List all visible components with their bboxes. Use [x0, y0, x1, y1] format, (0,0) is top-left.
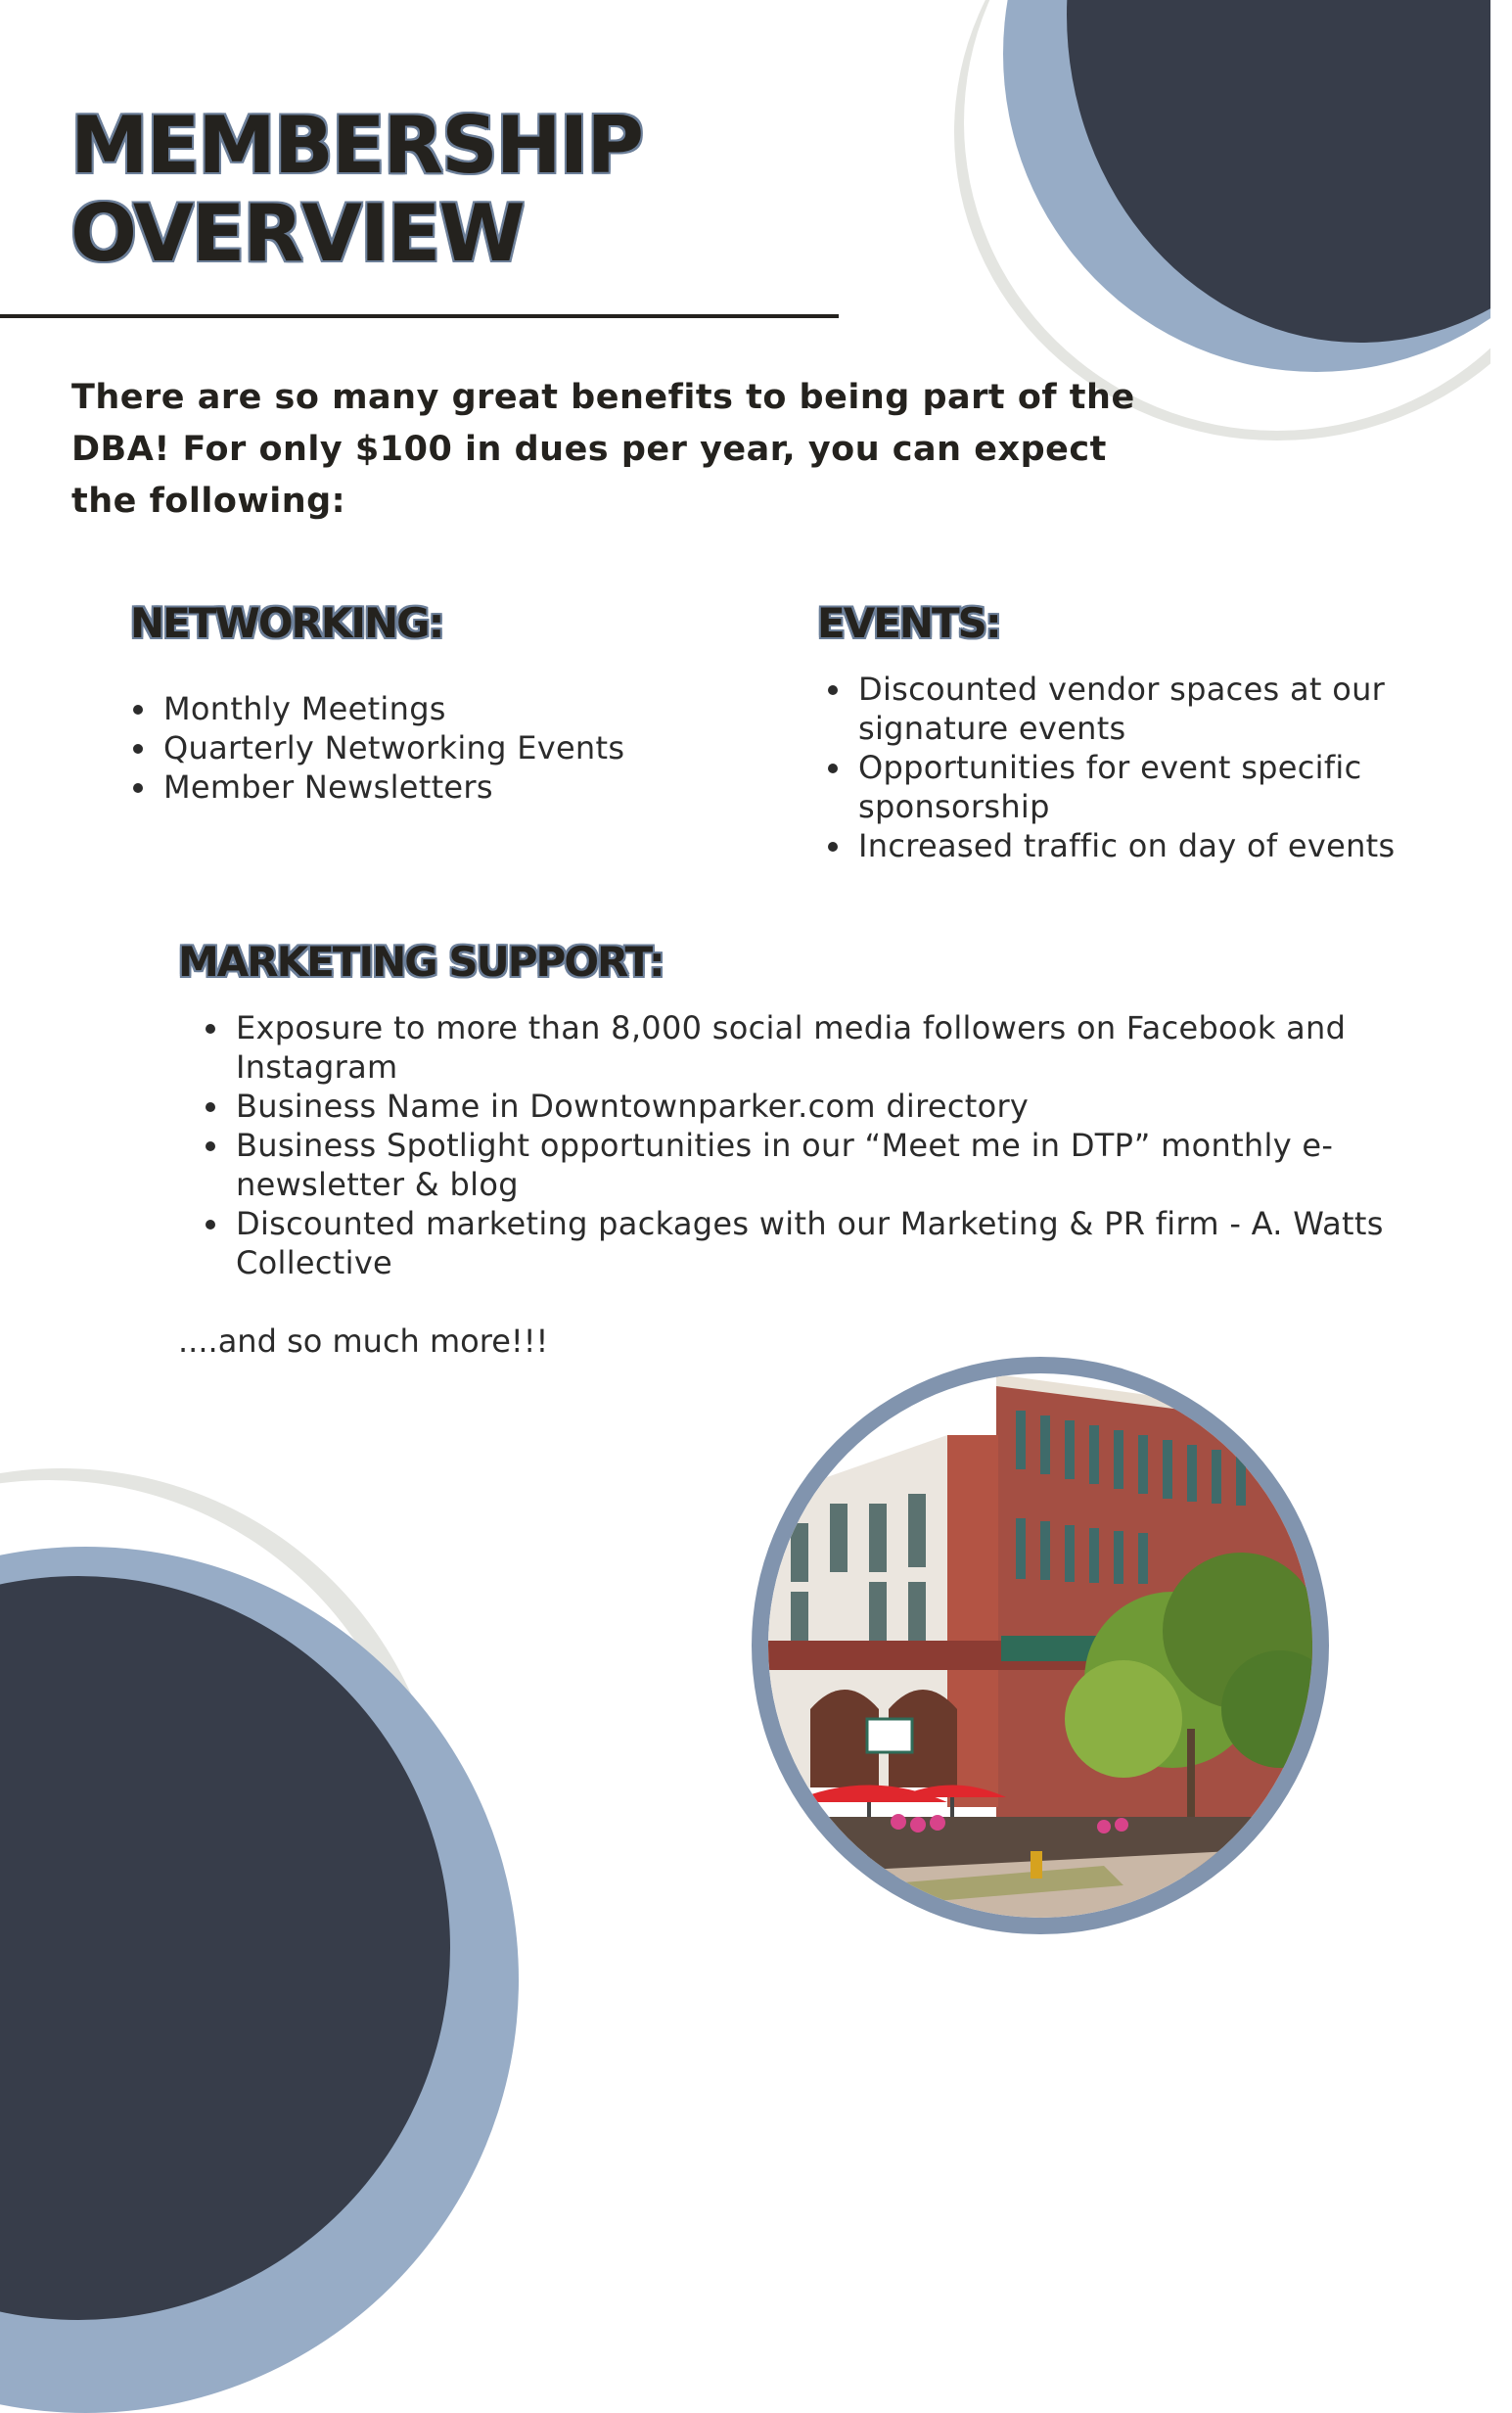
marketing-list	[203, 1008, 1436, 1282]
networking-list	[130, 689, 747, 807]
list-item: • Discounted vendor spaces at our signature events	[854, 670, 1481, 748]
events-heading: EVENTS:	[817, 599, 1000, 647]
closing-text: ....and so much more!!!	[178, 1323, 549, 1360]
list-item: • Increased traffic on day of events	[854, 826, 1481, 865]
downtown-street-building-photo	[752, 1357, 1329, 1934]
list-item: • Member Newsletters	[160, 767, 747, 807]
list-item: • Exposure to more than 8,000 social media followers on Facebook and Instagram	[232, 1008, 1436, 1087]
decor-right-margin-top	[1490, 0, 1512, 450]
page-title-line1: MEMBERSHIP	[70, 100, 643, 191]
list-item: • Business Name in Downtownparker.com directory	[232, 1087, 1436, 1126]
page-title	[70, 102, 642, 278]
marketing-heading: MARKETING SUPPORT:	[178, 938, 664, 986]
networking-heading: NETWORKING:	[130, 599, 443, 647]
page-title-line2: OVERVIEW	[70, 188, 524, 279]
list-item: • Monthly Meetings	[160, 689, 747, 728]
list-item: • Discounted marketing packages with our Marketing & PR firm - A. Watts Collective	[232, 1204, 1436, 1282]
list-item: • Opportunities for event specific sponsorship	[854, 748, 1481, 826]
events-list	[825, 670, 1481, 865]
list-item: • Quarterly Networking Events	[160, 728, 747, 767]
building-illustration	[752, 1357, 1329, 1934]
title-divider	[0, 314, 839, 318]
list-item: • Business Spotlight opportunities in our “Meet me in DTP” monthly e-newsletter & blog	[232, 1126, 1436, 1204]
intro-paragraph: There are so many great benefits to being part of the DBA! For only $100 in dues per year, you can expect the following:	[71, 378, 1135, 521]
